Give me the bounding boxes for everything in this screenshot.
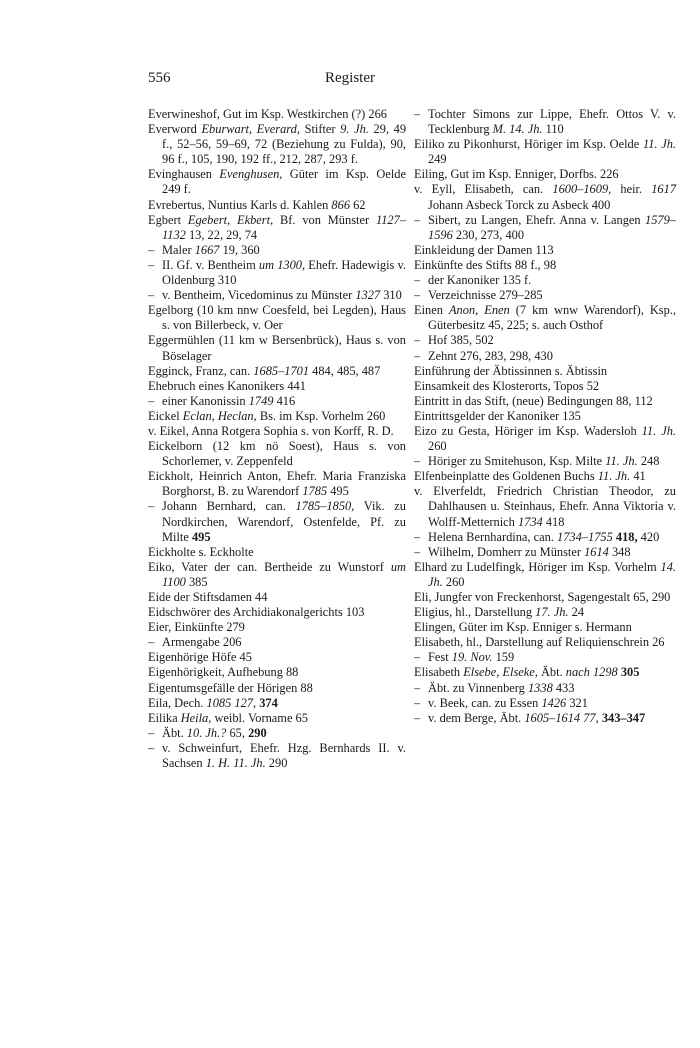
entry-italic-text: nach 1298 xyxy=(565,665,618,680)
entry-italic-text: 11. Jh. xyxy=(642,137,676,152)
entry-italic-text: 9. Jh. xyxy=(340,122,369,137)
entry-text: 230, 273, 400 xyxy=(452,227,525,242)
entry-text: (7 km wnw Warendorf), Ksp., Güterbesitz 45, 225; s. auch Osthof xyxy=(428,303,677,333)
index-entry xyxy=(148,167,406,197)
entry-text: Eidschwörer des Archidiakonalgerichts 103 xyxy=(148,605,365,620)
entry-text: 19, 360 xyxy=(219,242,260,257)
entry-dash: – xyxy=(148,499,155,514)
index-entry xyxy=(148,469,406,499)
index-entry xyxy=(414,107,676,137)
index-entry xyxy=(148,303,406,333)
entry-text: 310 xyxy=(380,288,402,303)
index-entry xyxy=(414,469,676,484)
entry-text: Einsamkeit des Klosterorts, Topos 52 xyxy=(414,378,600,393)
index-entry xyxy=(414,379,676,394)
index-entry xyxy=(148,122,406,167)
entry-italic-text: um 1300, xyxy=(258,257,306,272)
entry-italic-text: 1614 xyxy=(584,544,609,559)
index-entry xyxy=(414,454,676,469)
entry-text: 29, 49 f., 52–56, 59–69, 72 (Beziehung zu Fulda), 90, 96 f., 105, 190, 192 ff., 212, 287, 293 f. xyxy=(162,122,407,167)
entry-text: 418 xyxy=(542,514,565,529)
entry-text: Eier, Einkünfte 279 xyxy=(148,620,245,635)
entry-text: 65, xyxy=(226,725,249,740)
entry-text: 290 xyxy=(265,756,288,771)
entry-italic-text: 866 xyxy=(331,197,351,212)
index-entry xyxy=(148,696,406,711)
entry-text: Eide der Stiftsdamen 44 xyxy=(148,590,268,604)
entry-text: Zehnt 276, 283, 298, 430 xyxy=(428,348,553,363)
entry-text: 249 xyxy=(428,152,447,167)
entry-text: weibl. Vorname 65 xyxy=(211,710,308,725)
entry-italic-text: 1667 xyxy=(194,242,220,257)
entry-text: 484, 485, 487 xyxy=(309,363,381,378)
entry-italic-text: 1338 xyxy=(527,680,553,695)
entry-dash: – xyxy=(414,333,421,348)
entry-italic-text: 11. Jh. xyxy=(605,454,638,469)
entry-text: Äbt. xyxy=(537,665,566,680)
index-entry xyxy=(148,545,406,560)
index-entry xyxy=(414,167,676,182)
entry-text: Johann Asbeck Torck zu Asbeck 400 xyxy=(428,197,611,212)
index-entry xyxy=(414,409,676,424)
entry-italic-text: 1734–1755 xyxy=(557,529,613,544)
entry-text: , xyxy=(252,695,260,710)
entry-text: Egginck, Franz, can. xyxy=(148,363,254,378)
entry-italic-text: Eclan, Heclan, xyxy=(182,408,257,423)
entry-text: 62 xyxy=(350,197,366,212)
index-entry xyxy=(148,424,406,439)
entry-bold-text: 418, xyxy=(615,529,638,544)
entry-text: v. Schweinfurt, Ehefr. Hzg. Bernhards II. v. Sachsen xyxy=(162,740,406,771)
index-entry xyxy=(148,258,406,288)
entry-italic-text: 1426 xyxy=(541,695,567,710)
entry-dash: – xyxy=(148,740,155,755)
entry-text: 159 xyxy=(492,650,515,665)
index-entry xyxy=(148,665,406,680)
index-entry xyxy=(414,258,676,273)
entry-text: Eila, Dech. xyxy=(148,695,207,710)
entry-text: II. Gf. v. Bentheim xyxy=(162,257,259,272)
entry-dash: – xyxy=(148,288,155,303)
entry-text: Elingen, Güter im Ksp. Enniger s. Hermann xyxy=(414,620,632,635)
entry-text: Elisabeth, hl., Darstellung auf Reliquienschrein 26 xyxy=(414,635,665,650)
entry-text: Eintrittsgelder der Kanoniker 135 xyxy=(414,408,581,423)
entry-bold-text: 374 xyxy=(259,695,278,710)
entry-text: v. Beek, can. zu Essen xyxy=(428,695,542,710)
index-entry xyxy=(148,590,406,605)
index-entry xyxy=(414,560,676,590)
entry-dash: – xyxy=(414,212,421,227)
entry-italic-text: 1085 xyxy=(206,695,232,710)
entry-italic-text: 1734 xyxy=(517,514,543,529)
entry-text: Eiliko zu Pikonhurst, Höriger im Ksp. Oelde xyxy=(414,137,643,152)
index-entry xyxy=(414,273,676,288)
index-column-left xyxy=(148,107,406,771)
index-entry xyxy=(148,243,406,258)
entry-text: Einkleidung der Damen 113 xyxy=(414,242,554,257)
page-number: 556 xyxy=(148,70,171,86)
entry-text: Eiko, Vater der can. Bertheide zu Wunstorf xyxy=(148,559,391,574)
entry-italic-text: 1617 xyxy=(651,182,677,197)
entry-text: Eilika xyxy=(148,710,181,725)
entry-text: Eigentumsgefälle der Hörigen 88 xyxy=(148,680,313,695)
entry-italic-text: 1579–1596 xyxy=(428,212,676,242)
index-entry xyxy=(148,726,406,741)
entry-text: Äbt. zu Vinnenberg xyxy=(428,680,528,695)
entry-italic-text: 77 xyxy=(583,710,596,725)
entry-text: 416 xyxy=(273,393,296,408)
entry-text: Eiling, Gut im Ksp. Enniger, Dorfbs. 226 xyxy=(414,167,619,182)
index-entry xyxy=(414,182,676,212)
entry-text: Evrebertus, Nuntius Karls d. Kahlen xyxy=(148,197,332,212)
entry-italic-text: 14. Jh. xyxy=(428,559,676,589)
index-entry xyxy=(148,711,406,726)
entry-italic-text: Evenghusen, xyxy=(219,167,283,182)
index-entry xyxy=(148,499,406,544)
entry-dash: – xyxy=(148,242,155,257)
entry-italic-text: Egebert, Ekbert, xyxy=(187,212,274,227)
entry-text: Eizo zu Gesta, Höriger im Ksp. Wadersloh xyxy=(414,423,642,438)
entry-text: Ehebruch eines Kanonikers 441 xyxy=(148,378,306,393)
entry-text: 348 xyxy=(608,544,631,559)
index-entry xyxy=(414,635,676,650)
index-entry xyxy=(414,349,676,364)
entry-text: Maler xyxy=(162,242,195,257)
index-entry xyxy=(414,650,676,665)
index-entry xyxy=(414,424,676,454)
entry-text: Johann Bernhard, can. xyxy=(162,499,296,514)
index-entry xyxy=(148,650,406,665)
index-entry xyxy=(148,288,406,303)
entry-bold-text: 343–347 xyxy=(601,710,646,725)
entry-text: Eigenhörigkeit, Aufhebung 88 xyxy=(148,665,299,680)
index-entry xyxy=(414,711,676,726)
index-entry xyxy=(414,394,676,409)
entry-text: Evinghausen xyxy=(148,167,220,182)
entry-dash: – xyxy=(148,725,155,740)
entry-italic-text: Eburwart, Everard, xyxy=(201,122,300,137)
entry-text: Fest xyxy=(428,650,452,665)
index-entry xyxy=(414,620,676,635)
entry-text: Vik. zu Nordkirchen, Warendorf, Ostenfelde, Pf. zu Milte xyxy=(162,499,407,544)
index-entry xyxy=(414,545,676,560)
entry-text: Eligius, hl., Darstellung xyxy=(414,605,536,620)
index-entry xyxy=(414,665,676,680)
entry-text: Einkünfte des Stifts 88 f., 98 xyxy=(414,257,557,272)
index-entry xyxy=(148,107,406,122)
index-column-right xyxy=(414,107,676,726)
entry-italic-text: 1327 xyxy=(355,288,381,303)
index-entry xyxy=(148,635,406,650)
index-entry xyxy=(414,590,676,605)
entry-italic-text: 1600–1609, xyxy=(552,182,612,197)
entry-text: 24 xyxy=(568,605,585,620)
index-entry xyxy=(148,333,406,363)
entry-italic-text: M. 14. Jh. xyxy=(492,122,543,137)
entry-text: Eickel xyxy=(148,408,183,423)
entry-dash: – xyxy=(414,273,421,288)
index-entry xyxy=(148,198,406,213)
entry-text: der Kanoniker 135 f. xyxy=(428,273,532,288)
index-entry xyxy=(148,364,406,379)
entry-italic-text: 11. Jh. xyxy=(597,469,631,484)
entry-text: 385 xyxy=(185,574,208,589)
index-entry xyxy=(148,409,406,424)
entry-text: heir. xyxy=(611,182,652,197)
entry-text: Eggermühlen (11 km w Bersenbrück), Haus s. von Böselager xyxy=(148,333,406,363)
entry-text: 41 xyxy=(630,469,646,484)
index-entry xyxy=(148,681,406,696)
entry-text: Güter im Ksp. Oelde 249 f. xyxy=(162,167,406,197)
entry-text: Verzeichnisse 279–285 xyxy=(428,288,543,303)
entry-italic-text: 11. Jh. xyxy=(641,423,676,438)
entry-dash: – xyxy=(414,544,421,559)
entry-text: 260 xyxy=(428,439,447,454)
index-entry xyxy=(148,605,406,620)
index-entry xyxy=(414,137,676,167)
entry-italic-text: 1685–1701 xyxy=(253,363,310,378)
entry-text: 248 xyxy=(637,454,660,469)
entry-text: Egbert xyxy=(148,212,188,227)
entry-text: Stifter xyxy=(299,122,341,137)
index-entry xyxy=(148,213,406,243)
entry-italic-text: 1. H. 11. Jh. xyxy=(205,756,266,771)
entry-dash: – xyxy=(148,257,155,272)
entry-text: Everword xyxy=(148,122,202,137)
entry-dash: – xyxy=(148,393,155,408)
entry-text: Elhard zu Ludelfingk, Höriger im Ksp. Vorhelm xyxy=(414,559,661,574)
entry-text: Eli, Jungfer von Freckenhorst, Sagengestalt 65, 290 xyxy=(414,590,671,604)
entry-dash: – xyxy=(414,650,421,665)
entry-text: Tochter Simons zur Lippe, Ehefr. Ottos V. v. Tecklenburg xyxy=(428,107,676,137)
entry-dash: – xyxy=(414,288,421,303)
entry-text: Helena Bernhardina, can. xyxy=(428,529,558,544)
entry-text: Wilhelm, Domherr zu Münster xyxy=(428,544,585,559)
entry-text: Bf. von Münster xyxy=(273,212,376,227)
entry-dash: – xyxy=(414,695,421,710)
entry-italic-text: 10. Jh.? xyxy=(186,725,227,740)
entry-text: Äbt. xyxy=(162,725,187,740)
entry-text: 260 xyxy=(442,574,465,589)
entry-italic-text: Elsebe, Elseke, xyxy=(463,665,538,680)
entry-text: Eintritt in das Stift, (neue) Bedingungen 88, 112 xyxy=(414,393,653,408)
entry-text: Ehefr. Hadewigis v. Oldenburg 310 xyxy=(162,257,407,288)
entry-text: 110 xyxy=(542,122,564,137)
index-entry xyxy=(414,303,676,333)
entry-text: Elisabeth xyxy=(414,665,464,680)
index-entry xyxy=(414,333,676,348)
index-entry xyxy=(148,741,406,771)
entry-italic-text: 1127–1132 xyxy=(162,212,406,242)
entry-text: v. dem Berge, Äbt. xyxy=(428,710,525,725)
entry-text: v. Eyll, Elisabeth, can. xyxy=(414,182,553,197)
entry-text: 420 xyxy=(637,529,660,544)
index-entry xyxy=(414,696,676,711)
index-entry xyxy=(414,681,676,696)
entry-dash: – xyxy=(414,710,421,725)
entry-italic-text: 1749 xyxy=(248,393,274,408)
entry-text: Einen xyxy=(414,303,449,318)
entry-text: v. Elverfeldt, Friedrich Christian Theodor, zu Dahlhausen u. Steinhaus, Ehefr. Anna Viktoria v. Wolff-Metternich xyxy=(414,484,676,529)
entry-text: Eickholt, Heinrich Anton, Ehefr. Maria Franziska Borghorst, B. zu Warendorf xyxy=(148,469,406,499)
entry-text: Hof 385, 502 xyxy=(428,333,494,348)
entry-text: Eickholte s. Eckholte xyxy=(148,544,254,559)
index-entry xyxy=(148,620,406,635)
index-entry xyxy=(414,243,676,258)
entry-dash: – xyxy=(414,529,421,544)
entry-text: Eickelborn (12 km nö Soest), Haus s. von Schorlemer, v. Zeppenfeld xyxy=(148,439,406,469)
entry-italic-text: 1605–1614 xyxy=(524,710,581,725)
entry-text: v. Bentheim, Vicedominus zu Münster xyxy=(162,288,356,303)
entry-dash: – xyxy=(414,680,421,695)
entry-text: 13, 22, 29, 74 xyxy=(185,227,258,242)
index-entry xyxy=(148,379,406,394)
entry-text: Armengabe 206 xyxy=(162,635,242,650)
entry-text: Egelborg (10 km nnw Coesfeld, bei Legden), Haus s. von Billerbeck, v. Oer xyxy=(148,303,406,333)
entry-bold-text: 305 xyxy=(620,665,640,680)
index-entry xyxy=(414,484,676,529)
entry-italic-text: 1785 xyxy=(302,484,328,499)
entry-text: 433 xyxy=(552,680,575,695)
entry-italic-text: 1785–1850, xyxy=(295,499,355,514)
entry-dash: – xyxy=(148,635,155,650)
index-entry xyxy=(414,213,676,243)
index-entry xyxy=(414,364,676,379)
index-entry xyxy=(414,530,676,545)
index-entry xyxy=(148,439,406,469)
page-title: Register xyxy=(325,70,375,86)
entry-text: , xyxy=(595,710,602,725)
entry-italic-text: 19. Nov. xyxy=(451,650,493,665)
index-entry xyxy=(148,560,406,590)
entry-dash: – xyxy=(414,348,421,363)
entry-bold-text: 495 xyxy=(191,529,211,544)
entry-italic-text: 17. Jh. xyxy=(535,605,569,620)
entry-dash: – xyxy=(414,107,421,121)
entry-text: Everwineshof, Gut im Ksp. Westkirchen (?) 266 xyxy=(148,107,387,121)
entry-italic-text: Anon, Enen xyxy=(448,303,510,318)
index-entry xyxy=(414,605,676,620)
index-entry xyxy=(148,394,406,409)
entry-text: 321 xyxy=(566,695,588,710)
entry-italic-text: 127 xyxy=(234,695,253,710)
entry-text: einer Kanonissin xyxy=(162,393,249,408)
entry-text: Elfenbeinplatte des Goldenen Buchs xyxy=(414,469,598,484)
entry-text: Bs. im Ksp. Vorhelm 260 xyxy=(256,408,386,423)
entry-dash: – xyxy=(414,454,421,469)
entry-text: 495 xyxy=(327,484,349,499)
entry-text: Sibert, zu Langen, Ehefr. Anna v. Langen xyxy=(428,212,646,227)
entry-text: v. Eikel, Anna Rotgera Sophia s. von Korff, R. D. xyxy=(148,423,394,438)
entry-bold-text: 290 xyxy=(248,725,267,740)
entry-italic-text: Heila, xyxy=(180,710,212,725)
entry-text: Eigenhörige Höfe 45 xyxy=(148,650,252,665)
index-entry xyxy=(414,288,676,303)
entry-italic-text: um 1100 xyxy=(162,559,406,589)
entry-text: Einführung der Äbtissinnen s. Äbtissin xyxy=(414,363,608,378)
entry-text: Höriger zu Smitehuson, Ksp. Milte xyxy=(428,454,606,469)
